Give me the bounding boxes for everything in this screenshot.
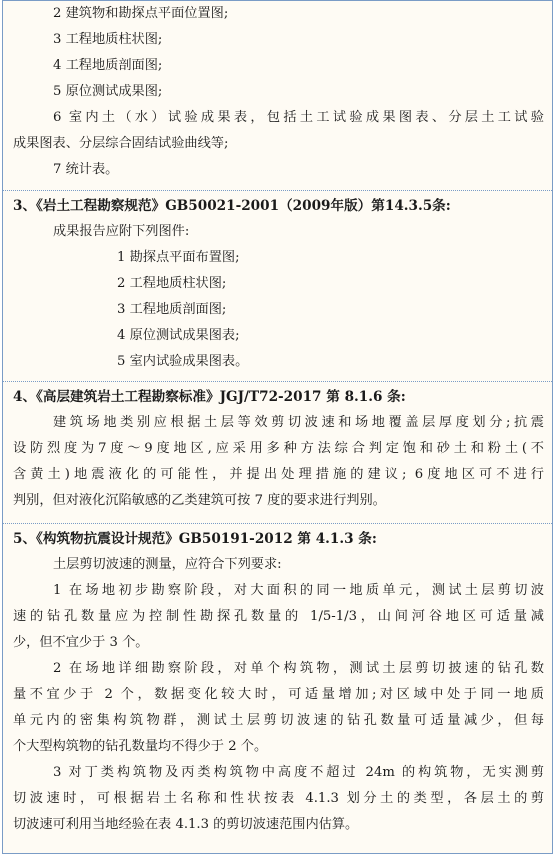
paragraph-line: 判别，但对液化沉陷敏感的乙类建筑可按 7 度的要求进行判别。	[13, 493, 386, 508]
list-item: 2 工程地质柱状图;	[117, 276, 227, 291]
standards-excerpt-page	[2, 0, 553, 854]
list-item-continuation: 成果图表、分层综合固结试验曲线等;	[13, 136, 229, 151]
list-item: 5 室内试验成果图表。	[117, 354, 249, 369]
paragraph-line: 速的钻孔数量应为控制性勘探孔数量的 1/5-1/3，山间河谷地区可适量减	[13, 609, 544, 624]
paragraph-line: 单元内的密集构筑物群，测试土层剪切波速的钻孔数量可适量减少，但每	[13, 713, 544, 728]
paragraph-line: 2 在场地详细勘察阶段，对单个构筑物，测试土层剪切披速的钻孔数	[53, 661, 544, 676]
paragraph-line: 量不宜少于 2 个，数据变化较大时，可适量增加;对区域中处于同一地质	[13, 687, 544, 702]
section-heading: 5、《构筑物抗震设计规范》GB50191-2012 第 4.1.3 条:	[13, 531, 377, 547]
paragraph-line: 含黄土)地震液化的可能性，并提出处理措施的建议; 6度地区可不进行	[13, 467, 544, 482]
list-item: 4 原位测试成果图表;	[117, 328, 240, 343]
section-jgj-t72	[3, 381, 552, 514]
list-item: 5 原位测试成果图;	[53, 84, 163, 99]
paragraph-line: 建筑场地类别应根据土层等效剪切波速和场地覆盖层厚度划分;抗震	[53, 415, 544, 430]
list-item: 6 室内土（水）试验成果表，包括土工试验成果图表、分层土工试验	[53, 110, 544, 125]
list-item: 3 工程地质剖面图;	[117, 302, 227, 317]
section-intro: 成果报告应附下列图件:	[53, 224, 190, 239]
paragraph-line: 3 对丁类构筑物及丙类构筑物中高度不超过 24m 的构筑物，无实测剪	[53, 765, 544, 780]
paragraph-line: 切波速时，可根据岩土名称和性状按表 4.1.3 划分土的类型，各层土的剪	[13, 791, 544, 806]
list-item: 3 工程地质柱状图;	[53, 32, 163, 47]
section-gb50021	[3, 190, 552, 375]
paragraph-line: 1 在场地初步勘察阶段，对大面积的同一地质单元，测试土层剪切波	[53, 583, 544, 598]
list-item: 1 勘探点平面布置图;	[117, 250, 240, 265]
section-heading: 3、《岩土工程勘察规范》GB50021-2001（2009年版）第14.3.5条:	[13, 198, 451, 214]
section-heading: 4、《高层建筑岩土工程勘察标准》JGJ/T72-2017 第 8.1.6 条:	[13, 389, 406, 405]
paragraph-line: 个大型构筑物的钻孔数量均不得少于 2 个。	[13, 739, 268, 754]
section-report-attachments	[3, 1, 552, 183]
list-item: 7 统计表。	[53, 162, 119, 177]
paragraph-line: 土层剪切波速的测量，应符合下列要求:	[53, 557, 282, 572]
paragraph-line: 少，但不宜少于 3 个。	[13, 635, 149, 650]
paragraph-line: 设防烈度为7度～9度地区,应采用多种方法综合判定饱和砂土和粉土(不	[13, 441, 544, 456]
list-item: 2 建筑物和勘探点平面位置图;	[53, 6, 229, 21]
section-gb50191	[3, 523, 552, 838]
list-item: 4 工程地质剖面图;	[53, 58, 163, 73]
paragraph-line: 切波速可利用当地经验在表 4.1.3 的剪切波速范围内估算。	[13, 817, 359, 832]
